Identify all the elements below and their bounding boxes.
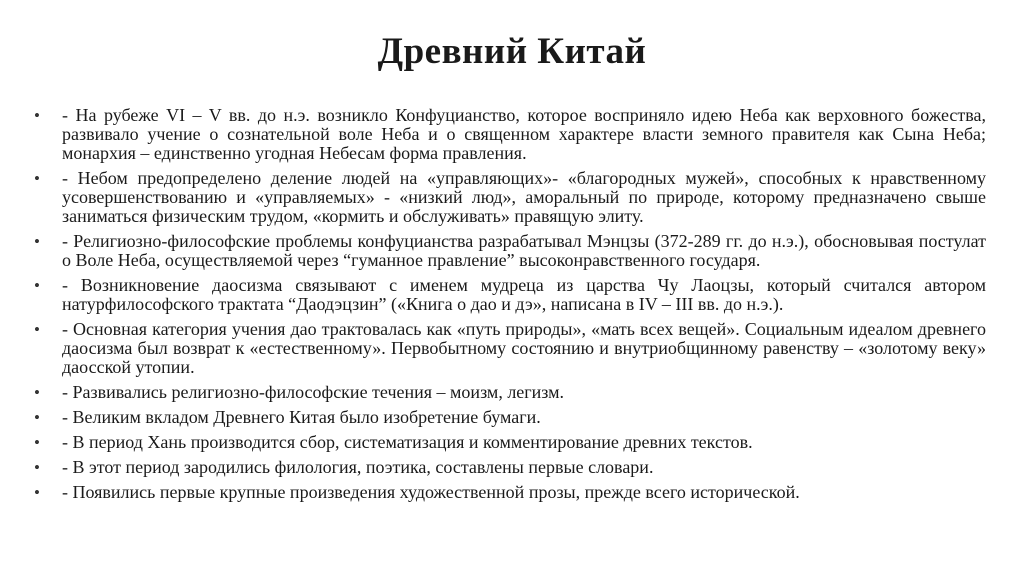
bullet-item: • - Появились первые крупные произведения художественной прозы, прежде всего исторической. [28,483,986,502]
bullet-item: • - Великим вкладом Древнего Китая было изобретение бумаги. [28,408,986,427]
bullet-item: • - На рубеже VI – V вв. до н.э. возникло Конфуцианство, которое восприняло идею Неба как верховного божества, развивало учение о сознательной воле Неба и о священном характере власти земного правителя как Сына Неба; монархия – единственно угодная Небесам форма правления. [28,106,986,163]
bullet-item: • - Небом предопределено деление людей на «управляющих»- «благородных мужей», способных к нравственному усовершенствованию и «управляемых» - «низкий люд», аморальный по природе, которому предназначено свыше заниматься физическим трудом, «кормить и обслуживать» правящую элиту. [28,169,986,226]
bullet-list [28,106,986,508]
bullet-item: • - Возникновение даосизма связывают с именем мудреца из царства Чу Лаоцзы, который считался автором натурфилософского трактата “Даодэцзин” («Книга о дао и дэ», написана в IV – III вв. до н.э.). [28,276,986,314]
bullet-item: • - Развивались религиозно-философские течения – моизм, легизм. [28,383,986,402]
slide-title: Древний Китай [377,31,647,72]
bullet-item: • - В период Хань производится сбор, систематизация и комментирование древних текстов. [28,433,986,452]
bullet-item: • - Основная категория учения дао трактовалась как «путь природы», «мать всех вещей». Социальным идеалом древнего даосизма был возврат к «естественному». Первобытному состоянию и внутриобщинному равенству – «золотому веку» даосской утопии. [28,320,986,377]
bullet-item: • - Религиозно-философские проблемы конфуцианства разрабатывал Мэнцзы (372-289 гг. до н.э.), обосновывая постулат о Воле Неба, осуществляемой через “гуманное правление” высоконравственного государя. [28,232,986,270]
bullet-item: • - В этот период зародились филология, поэтика, составлены первые словари. [28,458,986,477]
